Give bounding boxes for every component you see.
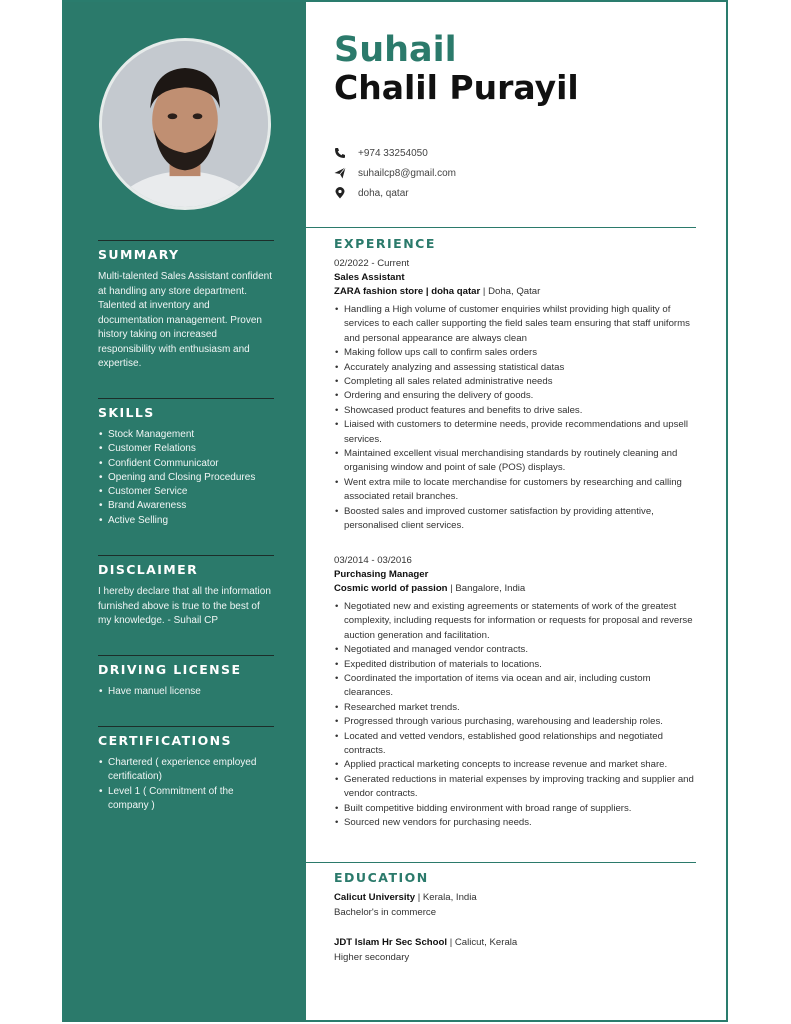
divider: [98, 398, 274, 399]
phone-icon: [334, 147, 346, 159]
list-item: • Negotiated and managed vendor contracts.: [334, 643, 694, 657]
list-item: • Showcased product features and benefits to drive sales.: [334, 404, 694, 418]
job-title: Sales Assistant: [334, 272, 405, 283]
education-school-line: [334, 936, 517, 951]
divider: [98, 726, 274, 727]
job-company: [334, 582, 694, 596]
skills-heading: SKILLS: [98, 405, 155, 420]
list-item: • Level 1 ( Commitment of the company ): [98, 785, 274, 814]
last-name: Chalil Purayil: [334, 68, 579, 107]
certifications-list: [98, 756, 274, 813]
certifications-section: [98, 726, 274, 813]
list-item: • Boosted sales and improved customer satisfaction by providing attentive, personalised client services.: [334, 505, 694, 534]
phone-text: +974 33254050: [358, 147, 428, 159]
skills-list: [98, 428, 274, 528]
disclaimer-heading: DISCLAIMER: [98, 562, 199, 577]
contact-location: [334, 187, 409, 199]
list-item: • Brand Awareness: [98, 499, 274, 513]
summary-heading: SUMMARY: [98, 247, 180, 262]
list-item: • Stock Management: [98, 428, 274, 442]
list-item: • Customer Service: [98, 485, 274, 499]
list-item: • Applied practical marketing concepts to increase revenue and market share.: [334, 758, 694, 772]
school-location: | Kerala, India: [415, 892, 477, 903]
job-entry: [334, 257, 694, 534]
list-item: • Have manuel license: [98, 685, 274, 699]
resume-page: [62, 0, 728, 1022]
list-item: • Confident Communicator: [98, 457, 274, 471]
certifications-heading: CERTIFICATIONS: [98, 733, 232, 748]
divider: [98, 555, 274, 556]
list-item: • Went extra mile to locate merchandise for customers by researching and calling associated retail branches.: [334, 476, 694, 505]
degree: Higher secondary: [334, 951, 410, 963]
divider: [98, 240, 274, 241]
job-date: 02/2022 - Current: [334, 258, 410, 269]
list-item: • Ordering and ensuring the delivery of goods.: [334, 389, 694, 403]
summary-text: Multi-talented Sales Assistant confident at handling any store department. Talented at inventory and documentation management. Proven history taking on increased responsibility with enthusiasm and expertise.: [98, 271, 272, 369]
divider: [306, 862, 696, 863]
driving-license-list: [98, 685, 274, 699]
list-item: • Researched market trends.: [334, 701, 694, 715]
job-entry: [334, 554, 694, 831]
company-name: ZARA fashion store | doha qatar: [334, 286, 481, 297]
list-item: • Opening and Closing Procedures: [98, 471, 274, 485]
summary-section: [98, 240, 274, 372]
education-school-line: [334, 891, 477, 906]
job-bullets: [334, 600, 694, 831]
list-item: • Coordinated the importation of items via ocean and air, including custom clearances.: [334, 672, 694, 701]
degree: Bachelor's in commerce: [334, 906, 437, 918]
list-item: • Active Selling: [98, 514, 274, 528]
company-location: | Bangalore, India: [447, 583, 526, 594]
list-item: • Negotiated new and existing agreements or statements of work of the greatest complexity, including requests for information or requests for proposal and reverse auction generation and facilitation.: [334, 600, 694, 643]
list-item: • Handling a High volume of customer enquiries whilst providing high quality of services to each caller supporting the field sales team ensuring that staff uniforms and personal appearance are always clean: [334, 303, 694, 346]
list-item: • Expedited distribution of materials to locations.: [334, 658, 694, 672]
company-location: | Doha, Qatar: [480, 286, 541, 297]
list-item: • Sourced new vendors for purchasing needs.: [334, 816, 694, 830]
skills-section: [98, 398, 274, 528]
send-icon: [334, 167, 346, 179]
driving-license-section: [98, 655, 274, 699]
divider: [98, 655, 274, 656]
list-item: • Making follow ups call to confirm sales orders: [334, 346, 694, 360]
list-item: • Liaised with customers to determine needs, provide recommendations and upsell services.: [334, 418, 694, 447]
job-bullets: [334, 303, 694, 534]
contact-email: [334, 167, 456, 179]
list-item: • Completing all sales related administrative needs: [334, 375, 694, 389]
list-item: • Generated reductions in material expenses by improving tracking and supplier and vendor contracts.: [334, 773, 694, 802]
job-date: 03/2014 - 03/2016: [334, 555, 412, 566]
disclaimer-section: [98, 555, 274, 629]
profile-photo: [99, 38, 271, 210]
first-name: Suhail: [334, 30, 457, 70]
location-text: doha, qatar: [358, 187, 409, 199]
disclaimer-text: I hereby declare that all the information furnished above is true to the best of my knowledge. - Suhail CP: [98, 586, 271, 626]
school-name: JDT Islam Hr Sec School: [334, 937, 448, 948]
list-item: • Maintained excellent visual merchandising standards by routinely cleaning and organising window and point of sale (POS) displays.: [334, 447, 694, 476]
school-location: | Calicut, Kerala: [447, 937, 518, 948]
list-item: • Chartered ( experience employed certification): [98, 756, 274, 785]
school-name: Calicut University: [334, 892, 416, 903]
job-company: [334, 285, 694, 299]
job-title: Purchasing Manager: [334, 569, 429, 580]
divider: [306, 227, 696, 228]
avatar: [102, 41, 268, 207]
education-entry: [334, 891, 477, 920]
driving-license-heading: DRIVING LICENSE: [98, 662, 242, 677]
list-item: • Progressed through various purchasing, warehousing and leadership roles.: [334, 715, 694, 729]
sidebar: [64, 2, 306, 1022]
list-item: • Located and vetted vendors, established good relationships and negotiated contracts.: [334, 730, 694, 759]
list-item: • Accurately analyzing and assessing statistical datas: [334, 361, 694, 375]
contact-phone: [334, 147, 428, 159]
list-item: • Customer Relations: [98, 442, 274, 456]
location-pin-icon: [334, 187, 346, 199]
email-text: suhailcp8@gmail.com: [358, 167, 456, 179]
education-heading: EDUCATION: [334, 870, 429, 885]
list-item: • Built competitive bidding environment with broad range of suppliers.: [334, 802, 694, 816]
company-name: Cosmic world of passion: [334, 583, 448, 594]
experience-heading: EXPERIENCE: [334, 236, 436, 251]
education-entry: [334, 936, 517, 965]
